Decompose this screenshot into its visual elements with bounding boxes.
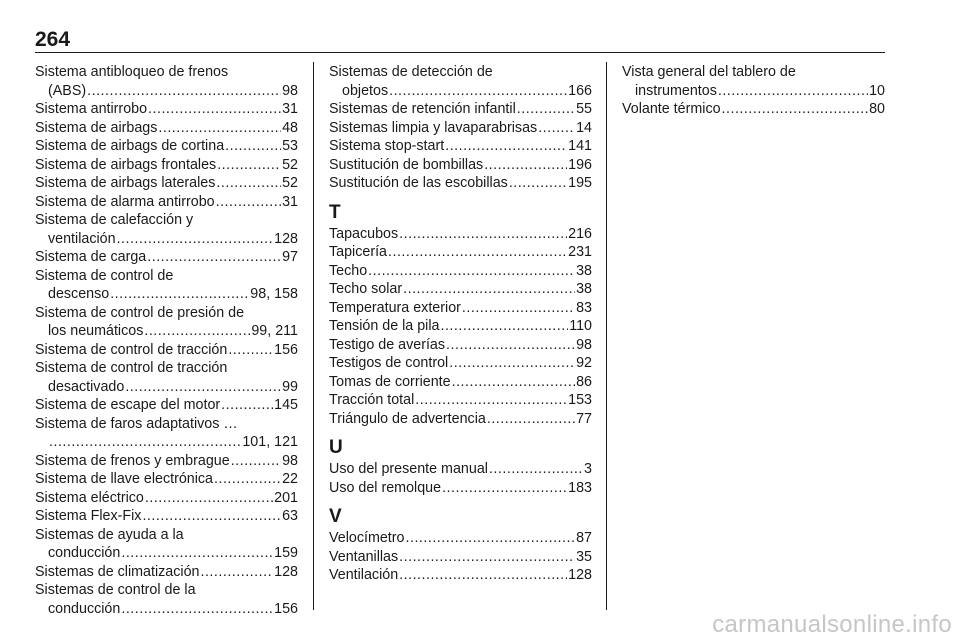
index-entry (329, 410, 592, 429)
entry-text: Vista general del tablero de (622, 64, 796, 80)
index-entry (35, 63, 298, 100)
entry-line (329, 137, 592, 156)
index-entry (329, 262, 592, 281)
entry-pages: 31 (282, 193, 298, 210)
dot-leader (144, 322, 250, 341)
entry-line (622, 63, 885, 82)
entry-line (329, 479, 592, 498)
entry-pages: 92 (576, 355, 592, 371)
entry-text: Triángulo de advertencia (329, 410, 486, 427)
entry-pages: 98 (282, 82, 298, 99)
entry-line (35, 600, 298, 619)
entry-text: Sistemas de retención infantil (329, 101, 516, 117)
dot-leader (415, 391, 567, 410)
entry-text: Sistemas de control de la (35, 582, 196, 598)
dot-leader (484, 156, 567, 175)
index-entry (35, 119, 298, 138)
index-entry (35, 100, 298, 119)
entry-text: Tapacubos (329, 225, 399, 242)
entry-pages: 97 (282, 249, 298, 265)
entry-text: conducción (48, 545, 121, 561)
index-entry (35, 156, 298, 175)
entry-line (35, 156, 298, 175)
index-entry (35, 267, 298, 304)
entry-text: Tensión de la pila (329, 318, 440, 334)
entry-pages: 216 (568, 225, 592, 242)
dot-leader (228, 341, 273, 360)
dot-leader (489, 460, 583, 479)
entry-line (329, 460, 592, 479)
entry-pages: 110 (569, 318, 592, 334)
index-entry (35, 415, 298, 452)
entry-line (329, 119, 592, 138)
entry-text: ventilación (48, 230, 116, 247)
entry-line (35, 359, 298, 378)
entry-text: Sistema de frenos y embrague (35, 452, 230, 469)
entry-text: Sistema antibloqueo de frenos (35, 64, 229, 80)
index-entry (35, 452, 298, 471)
dot-leader (399, 566, 567, 585)
dot-leader (200, 563, 273, 582)
dot-leader (440, 317, 568, 336)
entry-text: Sistemas de detección de (329, 64, 493, 80)
index-entry (329, 479, 592, 498)
entry-line (329, 566, 592, 585)
entry-line (329, 317, 592, 336)
index-entry (329, 225, 592, 244)
entry-line (622, 100, 885, 119)
entry-pages: 52 (282, 156, 298, 173)
index-entry (329, 299, 592, 318)
dot-leader (517, 100, 575, 119)
index-entry (329, 280, 592, 299)
entry-text: Sistema de alarma antirrobo (35, 193, 215, 210)
entry-pages: 156 (274, 600, 298, 617)
dot-leader (538, 119, 575, 138)
dot-leader (399, 548, 575, 567)
section-letter: V (329, 506, 342, 527)
entry-line (35, 267, 298, 286)
entry-line (35, 174, 298, 193)
index-column-1 (35, 63, 298, 618)
dot-leader (216, 193, 282, 212)
entry-text: Sistema de airbags frontales (35, 156, 217, 173)
column-divider (606, 62, 607, 610)
entry-line (35, 581, 298, 600)
index-entry (329, 100, 592, 119)
dot-leader (110, 285, 249, 304)
entry-text: Sistemas de climatización (35, 563, 200, 580)
entry-line (35, 526, 298, 545)
dot-leader (216, 174, 281, 193)
entry-line (35, 507, 298, 526)
entry-text: Sistema de faros adaptativos … (35, 415, 238, 432)
dot-leader (121, 544, 273, 563)
index-entry (35, 563, 298, 582)
entry-text: Velocímetro (329, 530, 405, 546)
entry-text: Ventilación (329, 567, 399, 583)
entry-text: Sistema de escape del motor (35, 397, 221, 413)
dot-leader (403, 280, 575, 299)
entry-line (329, 82, 592, 101)
entry-line (329, 299, 592, 318)
entry-text: Sistema de control de tracción (35, 341, 228, 358)
index-entry (329, 354, 592, 373)
entry-text: Sistema Flex-Fix (35, 508, 142, 524)
dot-leader (214, 470, 281, 489)
entry-line (35, 211, 298, 230)
entry-text: Sistema de carga (35, 249, 147, 265)
entry-text: Tracción total (329, 392, 415, 408)
dot-leader (722, 100, 869, 119)
entry-text: Sistemas de ayuda a la (35, 526, 184, 543)
entry-text: Uso del remolque (329, 479, 442, 496)
entry-text: Tapicería (329, 244, 388, 260)
index-entry (35, 193, 298, 212)
entry-text: Sistema antirrobo (35, 101, 148, 117)
entry-pages: 99, 211 (251, 323, 298, 339)
entry-text: Sistema de control de tracción (35, 360, 228, 376)
dot-leader (158, 119, 281, 138)
entry-line (329, 529, 592, 548)
dot-leader (509, 174, 567, 193)
entry-text: Sistema stop-start (329, 138, 445, 154)
entry-pages: 22 (282, 471, 298, 487)
dot-leader (87, 82, 281, 101)
index-entry (35, 174, 298, 193)
entry-line (329, 336, 592, 355)
entry-text: Temperatura exterior (329, 299, 461, 316)
entry-line (329, 548, 592, 567)
entry-pages: 52 (282, 175, 298, 191)
entry-pages: 98 (282, 452, 298, 469)
entry-line (35, 544, 298, 563)
entry-line (329, 410, 592, 429)
entry-pages: 48 (282, 119, 298, 136)
index-column-3 (622, 63, 885, 119)
entry-line (35, 248, 298, 267)
entry-pages: 98, 158 (250, 286, 298, 302)
entry-line (329, 262, 592, 281)
index-entry (35, 211, 298, 248)
entry-pages: 63 (282, 508, 298, 524)
dot-leader (718, 82, 868, 101)
dot-leader (445, 137, 567, 156)
index-entry (329, 174, 592, 193)
entry-text: Techo solar (329, 281, 403, 297)
entry-text: Sistemas limpia y lavaparabrisas (329, 119, 538, 136)
section-letter: T (329, 201, 341, 223)
entry-line (329, 373, 592, 392)
entry-pages: 38 (576, 262, 592, 279)
entry-pages: 145 (274, 397, 298, 413)
entry-text: Uso del presente manual (329, 461, 488, 477)
dot-leader (49, 433, 241, 452)
header-rule (35, 52, 885, 53)
page-number: 264 (35, 28, 71, 51)
watermark: carmanualsonline.info (712, 611, 952, 638)
column-divider (313, 62, 314, 610)
dot-leader (452, 373, 576, 392)
entry-text: Sustitución de las escobillas (329, 175, 508, 191)
dot-leader (449, 354, 575, 373)
entry-text: Sistema de control de presión de (35, 304, 245, 321)
entry-pages: 231 (568, 244, 592, 260)
entry-line (329, 63, 592, 82)
entry-pages: 201 (274, 489, 298, 506)
dot-leader (388, 243, 567, 262)
dot-leader (399, 225, 567, 244)
entry-text: Sistema eléctrico (35, 489, 144, 506)
entry-pages: 35 (576, 548, 592, 565)
entry-line (35, 563, 298, 582)
entry-pages: 83 (576, 299, 592, 316)
entry-pages: 86 (576, 373, 592, 390)
entry-pages: 14 (576, 119, 592, 136)
entry-line (329, 174, 592, 193)
index-entry (35, 470, 298, 489)
entry-line (35, 470, 298, 489)
entry-pages: 166 (568, 82, 592, 99)
index-entry (35, 248, 298, 267)
index-entry (35, 359, 298, 396)
entry-pages: 77 (576, 410, 592, 427)
index-entry (35, 396, 298, 415)
index-entry (329, 373, 592, 392)
entry-pages: 99 (282, 378, 298, 395)
entry-text: Sistema de calefacción y (35, 212, 194, 228)
index-entry (35, 489, 298, 508)
entry-pages: 10 (869, 82, 885, 99)
entry-line (329, 100, 592, 119)
entry-pages: 196 (568, 156, 592, 173)
index-entry (329, 336, 592, 355)
index-entry (35, 507, 298, 526)
entry-pages: 195 (568, 175, 592, 191)
entry-pages: 98 (576, 336, 592, 353)
dot-leader (487, 410, 575, 429)
dot-leader (148, 100, 281, 119)
entry-line (329, 391, 592, 410)
dot-leader (145, 489, 273, 508)
entry-text: Sustitución de bombillas (329, 156, 484, 173)
entry-line (622, 82, 885, 101)
index-entry (329, 156, 592, 175)
entry-line (35, 285, 298, 304)
entry-text: Testigo de averías (329, 336, 446, 353)
index-entry (35, 581, 298, 618)
dot-leader (442, 479, 567, 498)
dot-leader (221, 396, 273, 415)
index-entry (35, 341, 298, 360)
entry-text: descenso (48, 286, 110, 302)
index-entry (329, 566, 592, 585)
entry-line (35, 341, 298, 360)
entry-line (35, 137, 298, 156)
dot-leader (142, 507, 281, 526)
entry-line (35, 415, 298, 434)
dot-leader (389, 82, 567, 101)
index-entry (329, 243, 592, 262)
dot-leader (225, 137, 281, 156)
entry-text: los neumáticos (48, 323, 144, 339)
dot-leader (368, 262, 575, 281)
entry-text: Volante térmico (622, 101, 721, 117)
index-entry (35, 304, 298, 341)
entry-pages: 87 (576, 530, 592, 546)
entry-text: desactivado (48, 378, 125, 395)
entry-line (35, 230, 298, 249)
entry-pages: 183 (568, 479, 592, 496)
entry-pages: 128 (274, 563, 298, 580)
index-entry (329, 460, 592, 479)
entry-pages: 128 (274, 230, 298, 247)
entry-line (329, 354, 592, 373)
entry-text: Testigos de control (329, 355, 449, 371)
entry-pages: 80 (869, 101, 885, 117)
entry-text: Ventanillas (329, 548, 399, 565)
index-entry (329, 119, 592, 138)
index-entry (622, 100, 885, 119)
index-entry (329, 137, 592, 156)
entry-text: Sistema de airbags (35, 119, 158, 136)
index-entry (329, 529, 592, 548)
entry-pages: 128 (568, 567, 592, 583)
dot-leader (125, 378, 281, 397)
entry-text: Sistema de llave electrónica (35, 471, 214, 487)
dot-leader (217, 156, 281, 175)
dot-leader (462, 299, 575, 318)
index-entry (35, 137, 298, 156)
entry-line (329, 280, 592, 299)
entry-text: (ABS) (48, 82, 87, 99)
entry-text: objetos (342, 82, 389, 99)
entry-text: instrumentos (635, 82, 717, 99)
entry-line (35, 378, 298, 397)
entry-text: Tomas de corriente (329, 373, 451, 390)
entry-line (35, 119, 298, 138)
entry-text: Sistema de airbags de cortina (35, 138, 225, 154)
dot-leader (446, 336, 575, 355)
entry-line (35, 304, 298, 323)
dot-leader (121, 600, 273, 619)
entry-line (35, 193, 298, 212)
dot-leader (147, 248, 281, 267)
section-letter: U (329, 437, 343, 458)
index-entry (35, 526, 298, 563)
entry-line (329, 243, 592, 262)
entry-pages: 159 (274, 545, 298, 561)
entry-line (35, 322, 298, 341)
entry-line (35, 433, 298, 452)
entry-text: Sistema de control de (35, 267, 174, 284)
index-entry (329, 317, 592, 336)
index-entry (329, 391, 592, 410)
entry-text: Techo (329, 262, 368, 279)
entry-line (329, 225, 592, 244)
entry-text: conducción (48, 600, 121, 617)
entry-pages: 31 (282, 101, 298, 117)
entry-pages: 53 (282, 138, 298, 154)
index-entry (329, 63, 592, 100)
index-entry (622, 63, 885, 100)
entry-pages: 101, 121 (242, 434, 298, 450)
entry-line (35, 452, 298, 471)
entry-pages: 3 (584, 461, 592, 477)
entry-line (35, 82, 298, 101)
entry-line (35, 396, 298, 415)
entry-line (329, 156, 592, 175)
dot-leader (406, 529, 576, 548)
entry-pages: 156 (274, 341, 298, 358)
entry-line (35, 63, 298, 82)
entry-text: Sistema de airbags laterales (35, 175, 216, 191)
entry-pages: 141 (568, 138, 592, 154)
index-entry (329, 548, 592, 567)
entry-pages: 55 (576, 101, 592, 117)
entry-pages: 153 (568, 392, 592, 408)
dot-leader (231, 452, 281, 471)
entry-line (35, 489, 298, 508)
dot-leader (117, 230, 274, 249)
entry-line (35, 100, 298, 119)
entry-pages: 38 (576, 281, 592, 297)
index-column-2 (329, 63, 592, 585)
